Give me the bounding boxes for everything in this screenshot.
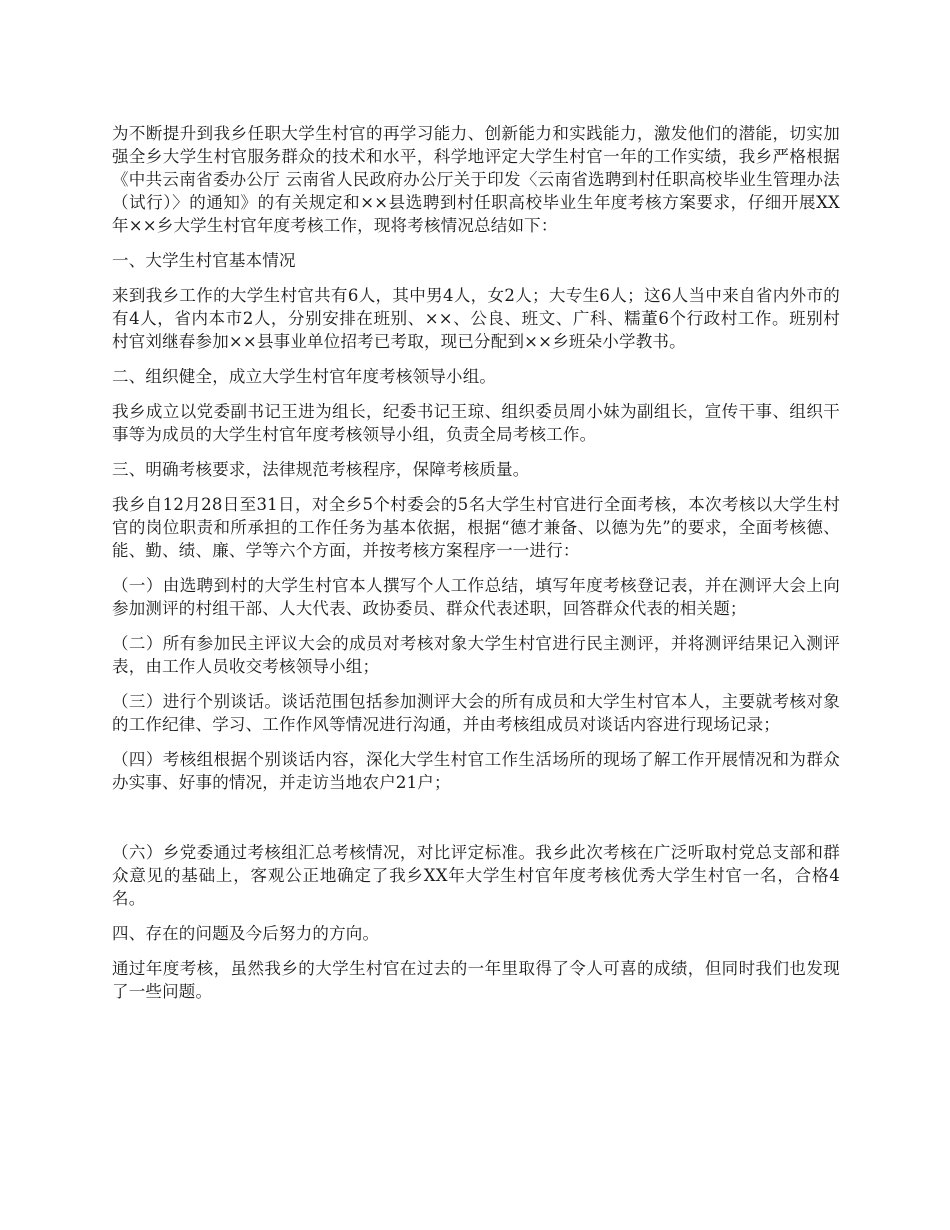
list-item-1: （一）由选聘到村的大学生村官本人撰写个人工作总结，填写年度考核登记表，并在测评大会上向参加测评的村组干部、人大代表、政协委员、群众代表述职，回答群众代表的相关题； [112, 576, 840, 618]
section3-paragraph: 我乡自12月28日至31日，对全乡5个村委会的5名大学生村官进行全面考核，本次考核以大学生村官的岗位职责和所承担的工作任务为基本依据，根据“德才兼备、以德为先”的要求，全面考核德、能、勤、绩、廉、学等六个方面，并按考核方案程序一一进行： [112, 495, 840, 560]
section4-paragraph: 通过年度考核，虽然我乡的大学生村官在过去的一年里取得了令人可喜的成绩，但同时我们也发现了一些问题。 [112, 959, 840, 1001]
section3-heading: 三、明确考核要求，法律规范考核程序，保障考核质量。 [112, 460, 530, 479]
list-item-6: （六）乡党委通过考核组汇总考核情况，对比评定标准。我乡此次考核在广泛听取村党总支部和群众意见的基础上，客观公正地确定了我乡XX年大学生村官年度考核优秀大学生村官一名，合格4名。 [112, 843, 840, 908]
blank-gap [112, 806, 840, 841]
list-item-3: （三）进行个别谈话。谈话范围包括参加测评大会的所有成员和大学生村官本人，主要就考核对象的工作纪律、学习、工作作风等情况进行沟通，并由考核组成员对谈话内容进行现场记录； [112, 692, 840, 734]
document-page [112, 122, 840, 1015]
list-item-4: （四）考核组根据个别谈话内容，深化大学生村官工作生活场所的现场了解工作开展情况和为群众办实事、好事的情况，并走访当地农户21户； [112, 750, 840, 792]
section1-paragraph: 来到我乡工作的大学生村官共有6人，其中男4人，女2人；大专生6人；这6人当中来自省内外市的有4人，省内本市2人，分别安排在班别、××、公良、班文、广科、糯董6个行政村工作。班别村村官刘继春参加××县事业单位招考已考取，现已分配到××乡班朵小学教书。 [112, 286, 840, 351]
section2-paragraph: 我乡成立以党委副书记王进为组长，纪委书记王琼、组织委员周小妹为副组长，宣传干事、组织干事等为成员的大学生村官年度考核领导小组，负责全局考核工作。 [112, 402, 840, 444]
section4-heading: 四、存在的问题及今后努力的方向。 [112, 924, 380, 943]
intro-paragraph: 为不断提升到我乡任职大学生村官的再学习能力、创新能力和实践能力，激发他们的潜能，切实加强全乡大学生村官服务群众的技术和水平，科学地评定大学生村官一年的工作实绩，我乡严格根据《中共云南省委办公厅 云南省人民政府办公厅关于印发〈云南省选聘到村任职高校毕业生管理办法（试行）〉的通知》的有关规定和××县选聘到村任职高校毕业生年度考核方案要求，仔细开展XX年××乡大学生村官年度考核工作，现将考核情况总结如下： [112, 124, 840, 235]
section1-heading: 一、大学生村官基本情况 [112, 251, 296, 270]
list-item-2: （二）所有参加民主评议大会的成员对考核对象大学生村官进行民主测评，并将测评结果记入测评表，由工作人员收交考核领导小组； [112, 634, 840, 676]
section2-heading: 二、组织健全，成立大学生村官年度考核领导小组。 [112, 367, 497, 386]
